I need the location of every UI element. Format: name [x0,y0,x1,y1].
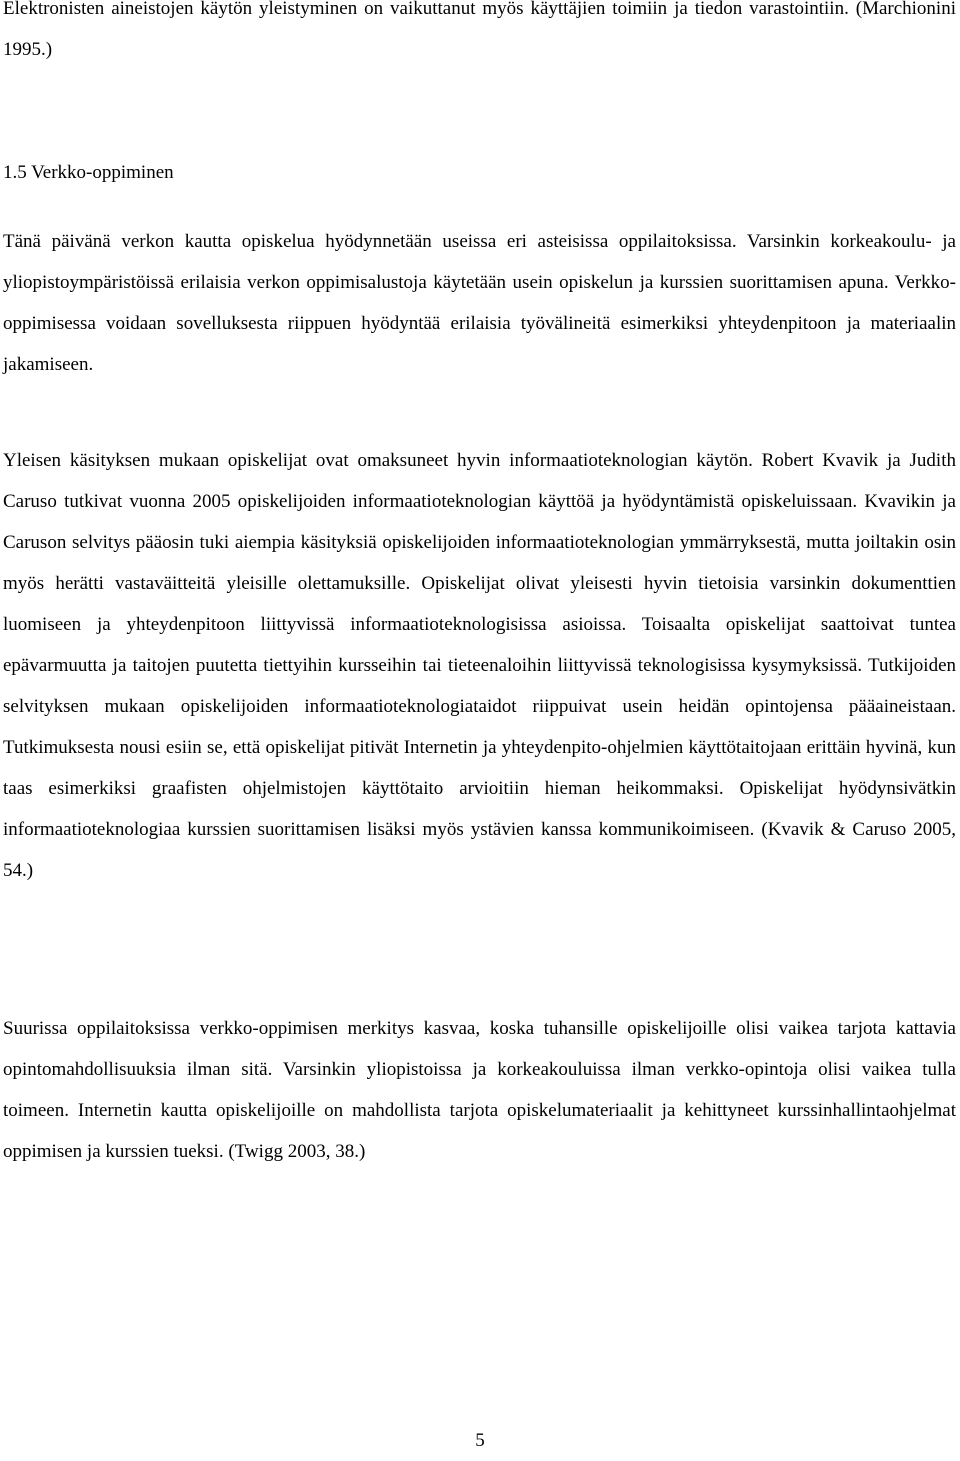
paragraph-1: Tänä päivänä verkon kautta opiskelua hyödynnetään useissa eri asteisissa oppilaitoksissa. Varsinkin korkeakoulu- ja yliopistoympäristöissä erilaisia verkon oppimisalustoja käytetään usein opiskelun ja kurssien suorittamisen apuna. Verkko-oppimisessa voidaan sovelluksesta riippuen hyödyntää erilaisia työvälineitä esimerkiksi yhteydenpitoon ja materiaalin jakamiseen. [3,231,956,375]
page-number: 5 [475,1430,485,1451]
paragraph-intro-end: Elektronisten aineistojen käytön yleistyminen on vaikuttanut myös käyttäjien toimiin ja tiedon varastointiin. (Marchionini 1995.) [3,0,956,60]
paragraph-3: Suurissa oppilaitoksissa verkko-oppimisen merkitys kasvaa, koska tuhansille opiskelijoille olisi vaikea tarjota kattavia opintomahdollisuuksia ilman sitä. Varsinkin yliopistoissa ja korkeakouluissa ilman verkko-opintoja olisi vaikea tulla toimeen. Internetin kautta opiskelijoille on mahdollista tarjota opiskelumateriaalit ja kehittyneet kurssinhallintaohjelmat oppimisen ja kurssien tueksi. (Twigg 2003, 38.) [3,1018,956,1162]
section-heading: 1.5 Verkko-oppiminen [3,162,174,183]
paragraph-2: Yleisen käsityksen mukaan opiskelijat ovat omaksuneet hyvin informaatioteknologian käytön. Robert Kvavik ja Judith Caruso tutkivat vuonna 2005 opiskelijoiden informaatioteknologian käyttöä ja hyödyntämistä opiskeluissaan. Kvavikin ja Caruson selvitys pääosin tuki aiempia käsityksiä opiskelijoiden informaatioteknologian ymmärryksestä, mutta joiltakin osin myös herätti vastaväitteitä yleisille olettamuksille. Opiskelijat olivat yleisesti hyvin tietoisia varsinkin dokumenttien luomiseen ja yhteydenpitoon liittyvissä informaatioteknologisissa asioissa. Toisaalta opiskelijat saattoivat tuntea epävarmuutta ja taitojen puutetta tiettyihin kursseihin tai tieteenaloihin liittyvissä teknologisissa kysymyksissä. Tutkijoiden selvityksen mukaan opiskelijoiden informaatioteknologiataidot riippuivat usein heidän opintojensa pääaineistaan. Tutkimuksesta nousi esiin se, että opiskelijat pitivät Internetin ja yhteydenpito-ohjelmien käyttötaitojaan erittäin hyvinä, kun taas esimerkiksi graafisten ohjelmistojen käyttötaito arvioitiin hieman heikommaksi. Opiskelijat hyödynsivätkin informaatioteknologiaa kurssien suorittamisen lisäksi myös ystävien kanssa kommunikoimiseen. (Kvavik & Caruso 2005, 54.) [3,450,956,881]
